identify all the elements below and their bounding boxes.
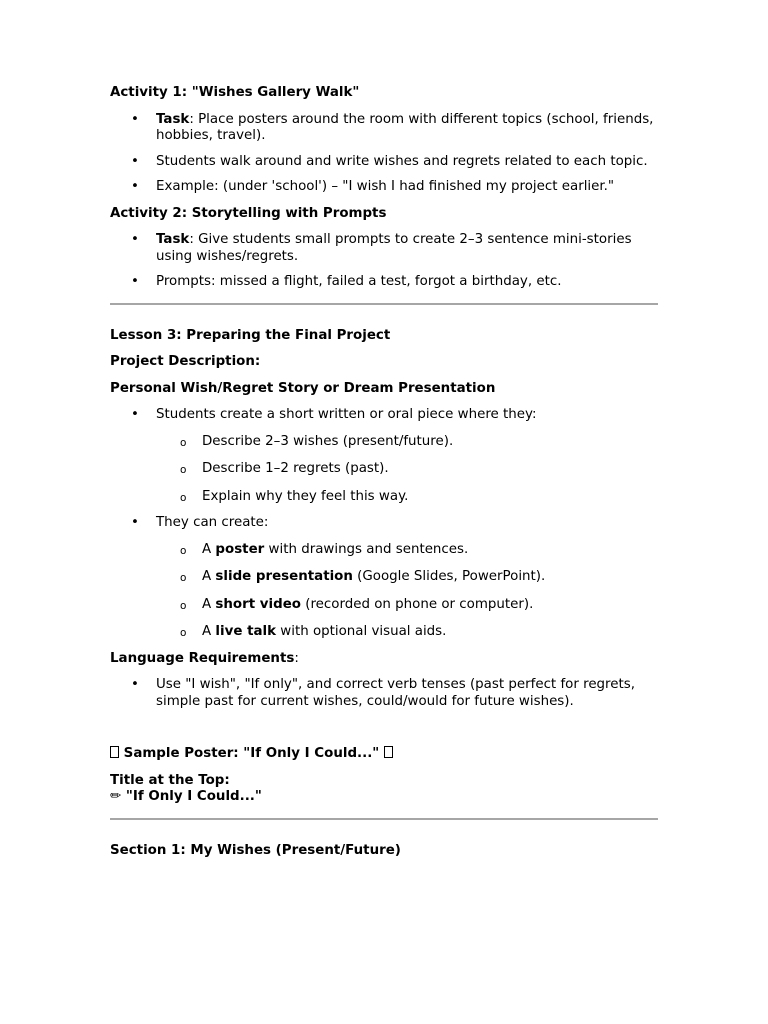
list-item	[110, 112, 658, 145]
sub-list-item	[110, 569, 658, 586]
list-item	[110, 232, 658, 265]
divider	[110, 303, 658, 305]
task-label: Task	[156, 111, 190, 127]
list-item-text: They can create:	[156, 515, 269, 530]
section1-heading: Section 1: My Wishes (Present/Future)	[110, 842, 401, 858]
project-list	[110, 407, 658, 641]
list-item-text: : Place posters around the room with different topics (school, friends, hobbies, travel).	[156, 111, 654, 143]
sub-list-item	[110, 597, 658, 614]
option-suffix: with drawings and sentences.	[264, 541, 469, 557]
title-at-top-label: Title at the Top:	[110, 772, 230, 788]
sub-list-item	[110, 461, 658, 478]
sub-list-item	[110, 624, 658, 641]
list-item	[110, 407, 658, 505]
language-requirements-heading	[110, 651, 658, 668]
list-item-text: Use "I wish", "If only", and correct verb tenses (past perfect for regrets, simple past for current wishes, could/would for future wishes).	[156, 677, 635, 709]
create-sublist	[156, 434, 658, 506]
option-name: poster	[215, 541, 265, 557]
activity1-list	[110, 112, 658, 196]
project-title: Personal Wish/Regret Story or Dream Presentation	[110, 380, 496, 396]
list-item-text: Students walk around and write wishes and regrets related to each topic.	[156, 153, 648, 169]
option-name: slide presentation	[215, 569, 353, 584]
options-sublist	[156, 542, 658, 641]
activity2-heading: Activity 2: Storytelling with Prompts	[110, 205, 387, 221]
sample-poster-heading	[110, 746, 658, 763]
list-item	[110, 274, 658, 291]
option-name: short video	[215, 596, 301, 612]
lesson3-heading: Lesson 3: Preparing the Final Project	[110, 327, 391, 343]
option-name: live talk	[215, 624, 277, 639]
option-prefix: A	[202, 596, 216, 612]
poster-title-text: "If Only I Could..."	[125, 789, 262, 804]
language-heading-colon: :	[294, 650, 299, 666]
pencil-icon: ✏	[110, 789, 122, 804]
language-heading-text: Language Requirements	[110, 650, 295, 666]
poster-title	[110, 789, 658, 806]
placeholder-emoji-icon	[110, 746, 119, 758]
list-item	[110, 515, 658, 641]
sub-list-item	[110, 489, 658, 506]
list-item-text: Prompts: missed a flight, failed a test, forgot a birthday, etc.	[156, 274, 562, 289]
list-item	[110, 677, 658, 710]
sub-list-item-text: Explain why they feel this way.	[202, 488, 409, 504]
task-label: Task	[156, 232, 190, 247]
list-item-text: : Give students small prompts to create 2–3 sentence mini-stories using wishes/regrets.	[156, 232, 632, 264]
sub-list-item-text: Describe 2–3 wishes (present/future).	[202, 433, 454, 449]
activity2-list	[110, 232, 658, 291]
option-prefix: A	[202, 541, 216, 557]
list-item	[110, 154, 658, 171]
list-item	[110, 179, 658, 196]
option-prefix: A	[202, 624, 216, 639]
sample-poster-heading-text: Sample Poster: "If Only I Could..."	[123, 746, 380, 761]
list-item-text: Example: (under 'school') – "I wish I had finished my project earlier."	[156, 179, 615, 194]
placeholder-emoji-icon	[384, 746, 393, 758]
sub-list-item	[110, 434, 658, 451]
project-description-heading: Project Description:	[110, 354, 261, 369]
option-suffix: with optional visual aids.	[276, 624, 447, 639]
option-suffix: (recorded on phone or computer).	[300, 596, 534, 612]
option-prefix: A	[202, 569, 216, 584]
language-list	[110, 677, 658, 710]
sub-list-item	[110, 542, 658, 559]
divider	[110, 818, 658, 820]
document-page	[110, 85, 658, 859]
option-suffix: (Google Slides, PowerPoint).	[352, 569, 546, 584]
list-item-text: Students create a short written or oral piece where they:	[156, 407, 537, 422]
activity1-heading: Activity 1: "Wishes Gallery Walk"	[110, 85, 360, 100]
sub-list-item-text: Describe 1–2 regrets (past).	[202, 461, 389, 476]
